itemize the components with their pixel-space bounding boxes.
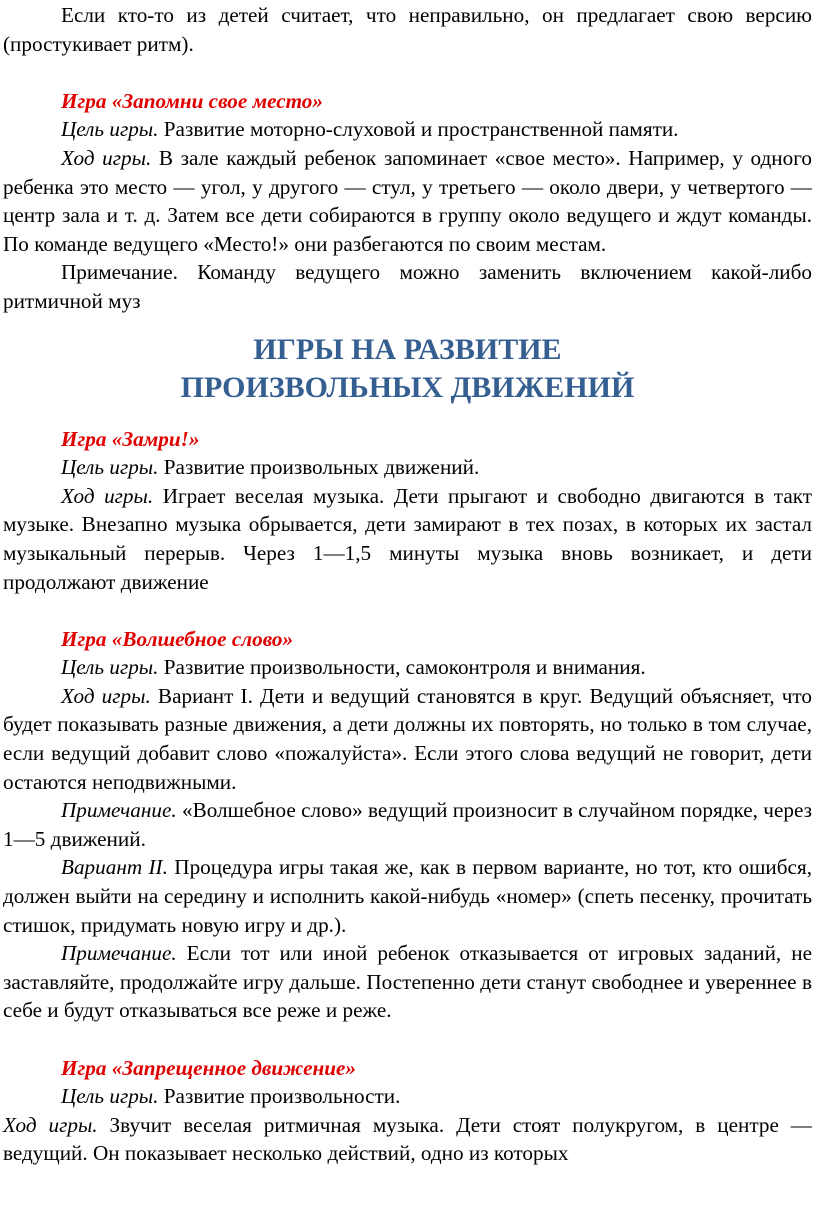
note-label: Примечание. [61,798,177,823]
intro-paragraph: Если кто-то из детей считает, что неправильно, он предлагает свою версию (простукивает ритм). [3,3,812,56]
variant-label: Вариант II. [61,855,168,880]
goal-text: Развитие моторно-слуховой и пространственной памяти. [158,117,679,142]
course-label: Ход игры. [3,1112,98,1137]
course-label: Ход игры. [61,683,151,708]
game1-course [3,144,812,258]
spacer [3,1025,812,1054]
game1-goal [3,115,812,144]
goal-label: Цель игры. [61,655,159,680]
spacer [3,58,812,87]
course-text: Звучит веселая ритмичная музыка. Дети стоят полукругом, в центре — ведущий. Он показывает несколько действий, одно из которых [3,1112,812,1166]
course-text: В зале каждый ребенок запоминает «свое место». Например, у одного ребенка это место — угол, у другого — стул, у третьего — около двери, у четвертого — центр зала и т. д. Затем все дети собираются в группу около ведущего и ждут команды. По команде ведущего «Место!» они разбегаются по своим местам. [3,145,812,256]
note-text: Если тот или иной ребенок отказывается от игровых заданий, не заставляйте, продолжайте игру дальше. Постепенно дети станут свободнее и увереннее в себе и будут отказываться все реже и реже. [3,941,812,1023]
game-title-freeze: Игра «Замри!» [61,426,200,451]
course-label: Ход игры. [61,483,154,508]
goal-text: Развитие произвольности, самоконтроля и внимания. [158,655,646,680]
game2-goal [3,453,812,482]
game3-variant2 [3,853,812,939]
game3-note1 [3,796,812,853]
game4-course [3,1111,812,1168]
goal-text: Развитие произвольных движений. [158,455,480,480]
game-title-forbidden-move: Игра «Запрещенное движение» [61,1055,357,1080]
course-label: Ход игры. [61,145,152,170]
course-text: Играет веселая музыка. Дети прыгают и свободно двигаются в такт музыке. Внезапно музыка обрывается, дети замирают в тех позах, в которых их застал музыкальный перерыв. Через 1—1,5 минуты музыка вновь возникает, и дети продолжают движение [3,483,812,594]
goal-text: Развитие произвольности. [158,1084,401,1109]
spacer [3,596,812,625]
game4-goal [3,1082,812,1111]
note-text: «Волшебное слово» ведущий произносит в случайном порядке, через 1—5 движений. [3,798,812,851]
goal-label: Цель игры. [61,1084,159,1109]
course-text: Вариант I. Дети и ведущий становятся в круг. Ведущий объясняет, что будет показывать разные движения, а дети должны их повторять, но только в том случае, если ведущий добавит слово «пожалуйста». Если этого слова ведущий не говорит, дети остаются неподвижными. [3,683,812,794]
game3-course [3,682,812,796]
game2-course [3,482,812,596]
section-heading [3,331,812,407]
game3-goal [3,653,812,682]
section-heading-line1: ИГРЫ НА РАЗВИТИЕ [253,332,562,366]
variant-text: Процедура игры такая же, как в первом варианте, но тот, кто ошибся, должен выйти на середину и исполнить какой-нибудь «номер» (спеть песенку, прочитать стишок, придумать новую игру и др.). [3,855,812,937]
game1-note: Примечание. Команду ведущего можно заменить включением какой-либо ритмичной муз [3,260,812,313]
game-title-remember-place: Игра «Запомни свое место» [61,88,323,113]
note-label: Примечание. [61,941,177,966]
section-heading-line2: ПРОИЗВОЛЬНЫХ ДВИЖЕНИЙ [180,370,635,404]
goal-label: Цель игры. [61,455,159,480]
goal-label: Цель игры. [61,117,159,142]
game3-note2 [3,939,812,1025]
game-title-magic-word: Игра «Волшебное слово» [61,626,294,651]
